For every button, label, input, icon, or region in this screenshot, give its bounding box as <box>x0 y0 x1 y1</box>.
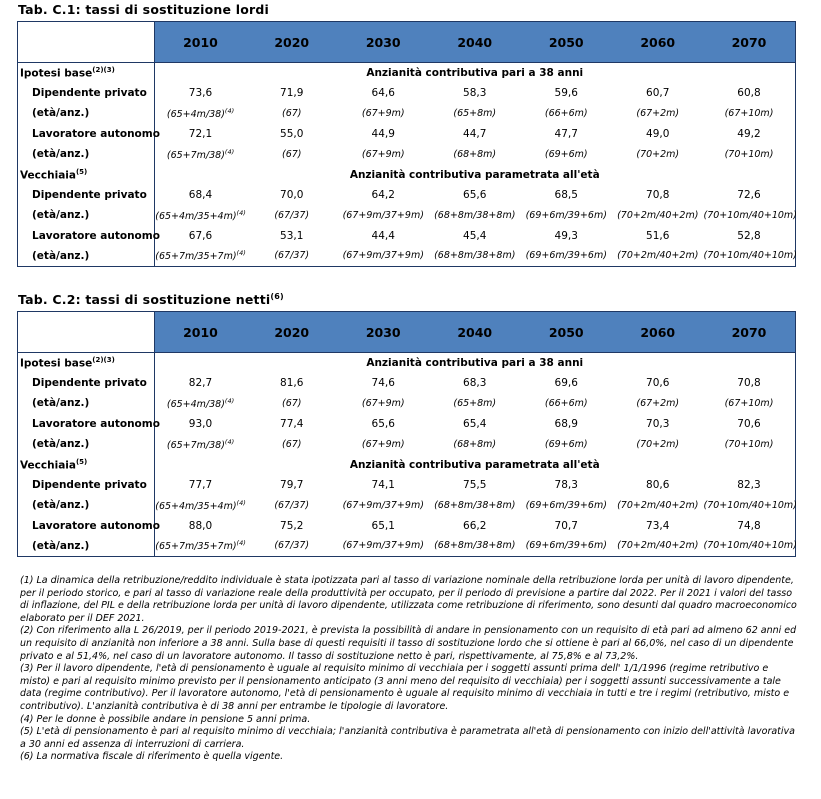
tab1-title <box>18 2 269 17</box>
age-cell-text: (70+10m/40+10m) <box>703 499 797 511</box>
tab1-title-text: Tab. C.1: tassi di sostituzione lordi <box>18 2 270 18</box>
age-cell <box>704 434 796 454</box>
age-cell-text: (65+7m/35+7m) <box>155 251 237 263</box>
value-cell: 70,8 <box>646 189 670 202</box>
header-empty-cell <box>18 312 155 353</box>
value-cell: 70,3 <box>646 417 670 430</box>
age-cell-text: (67/37) <box>274 540 310 552</box>
age-cell-text: (67/37) <box>274 250 310 262</box>
age-row-label: (età/anz.) <box>18 495 155 515</box>
value-cell: 55,0 <box>280 127 304 140</box>
age-row-label: (età/anz.) <box>18 536 155 556</box>
age-cell-text: (67+9m/37+9m) <box>342 250 424 262</box>
age-row <box>18 536 796 556</box>
value-cell: 77,7 <box>188 479 213 492</box>
value-cell: 58,3 <box>463 87 487 100</box>
value-cell: 75,5 <box>463 479 487 492</box>
age-cell-text: (65+4m/35+4m) <box>155 211 237 222</box>
value-cell: 75,2 <box>280 519 304 532</box>
age-cell <box>521 434 613 454</box>
value-cell: 44,9 <box>371 127 395 140</box>
value-cell: 74,1 <box>371 479 395 492</box>
age-cell-text: (65+4m/38) <box>166 399 225 411</box>
header-row <box>18 312 796 353</box>
footnote: (6) La normativa fiscale di riferimento è quella vigente. <box>20 751 284 763</box>
age-row-label: (età/anz.) <box>18 205 155 225</box>
group-subtitle: Anzianità contributiva parametrata all'età <box>349 458 600 471</box>
age-cell-text: (69+6m/39+6m) <box>525 540 607 552</box>
value-cell: 53,1 <box>280 229 304 242</box>
value-cell: 82,7 <box>188 377 213 390</box>
age-cell-sup: (4) <box>236 249 246 258</box>
group-subtitle: Anzianità contributiva pari a 38 anni <box>366 356 584 369</box>
year-header: 2010 <box>155 22 247 63</box>
value-cell: 49,0 <box>646 127 670 140</box>
value-cell: 67,6 <box>188 229 213 242</box>
age-cell-text: (69+6m/39+6m) <box>525 250 607 262</box>
value-row <box>18 414 796 434</box>
age-cell <box>246 495 338 515</box>
row-label: Dipendente privato <box>18 185 155 205</box>
row-label: Dipendente privato <box>18 373 155 393</box>
value-cell: 65,6 <box>463 189 487 202</box>
age-cell <box>704 495 796 515</box>
value-cell: 73,4 <box>646 519 670 532</box>
age-cell <box>704 205 796 225</box>
group-label-text: Vecchiaia <box>20 169 76 182</box>
age-cell-sup: (4) <box>224 437 235 446</box>
age-cell-text: (67+9m/37+9m) <box>342 499 424 511</box>
value-cell: 88,0 <box>188 519 213 532</box>
age-row <box>18 393 796 413</box>
age-cell <box>704 536 796 556</box>
age-cell-sup: (4) <box>236 539 246 548</box>
age-cell <box>612 536 704 556</box>
age-cell <box>155 246 247 266</box>
age-cell <box>521 246 613 266</box>
age-cell-text: (65+7m/38) <box>166 149 225 161</box>
age-cell-text: (70+2m) <box>636 438 680 450</box>
age-cell-text: (67+2m) <box>636 107 680 119</box>
value-cell: 49,3 <box>554 229 578 242</box>
age-cell <box>429 246 521 266</box>
age-cell-text: (70+10m/40+10m) <box>703 209 797 221</box>
age-cell-sup: (4) <box>236 498 246 507</box>
value-cell: 82,3 <box>737 479 761 492</box>
value-cell: 68,4 <box>188 189 213 202</box>
value-cell: 47,7 <box>554 127 578 140</box>
age-cell <box>429 144 521 164</box>
tab2-grid <box>17 311 796 557</box>
age-cell <box>521 103 613 123</box>
value-cell: 51,6 <box>646 229 670 242</box>
value-cell: 64,2 <box>371 189 395 202</box>
row-label: Lavoratore autonomo <box>18 124 155 144</box>
value-cell: 52,8 <box>737 229 761 242</box>
age-cell <box>521 536 613 556</box>
group-subtitle: Anzianità contributiva parametrata all'età <box>349 168 600 181</box>
row-label: Lavoratore autonomo <box>18 516 155 536</box>
value-cell: 77,4 <box>280 417 304 430</box>
age-cell <box>612 205 704 225</box>
age-cell <box>704 144 796 164</box>
footnote: (2) Con riferimento alla L 26/2019, per il periodo 2019-2021, è prevista la possibilità di andare in pensionamento con un requisito di età pari ad almeno 62 anni ed un requisito di anzianità non inferiore a 38 anni. Sulla base di questi requisiti il tasso di sostituzione lordo che si ottiene è pari al 66,0%, nel caso di un dipendente privato e al 51,4%, nel caso di un lavoratore autonomo. Il tasso di sostituzione netto è pari, rispettivamente, al 75,8% e al 73,2%. <box>20 625 797 662</box>
footnote: (4) Per le donne è possibile andare in pensione 5 anni prima. <box>20 713 311 725</box>
age-cell-text: (67) <box>281 397 302 409</box>
year-header: 2070 <box>704 22 796 63</box>
value-cell: 60,8 <box>737 87 761 100</box>
age-cell <box>155 144 247 164</box>
age-cell <box>246 205 338 225</box>
value-cell: 81,6 <box>280 377 304 390</box>
group-label-text: Vecchiaia <box>20 459 76 472</box>
footnote: (3) Per il lavoro dipendente, l'età di pensionamento è uguale al requisito minimo di vecchiaia per i soggetti assunti prima dell' 1/1/1996 (regime retributivo e misto) e pari al requisito minimo previsto per il pensionamento anticipato (3 anni meno del requisito di vecchiaia) per i soggetti assunti successivamente a tale data (regime contributivo). Per il lavoratore autonomo, l'età di pensionamento è uguale al requisito minimo di vecchiaia in tutti e tre i regimi (retributivo, misto e contributivo). L'anzianità contributiva è di 38 anni per entrambe le tipologie di lavoratore. <box>20 663 790 712</box>
group-label-text: Ipotesi base <box>20 67 93 80</box>
age-cell-text: (70+10m/40+10m) <box>703 540 797 552</box>
age-cell-text: (67) <box>281 438 302 450</box>
age-cell-text: (67) <box>281 107 302 119</box>
age-cell <box>155 103 247 123</box>
age-cell-text: (68+8m) <box>453 148 497 160</box>
header-empty-cell <box>18 22 155 63</box>
value-cell: 74,6 <box>371 377 395 390</box>
group-label <box>18 353 155 373</box>
group-label <box>18 454 155 474</box>
age-cell <box>521 393 613 413</box>
value-row <box>18 185 796 205</box>
age-cell <box>612 246 704 266</box>
age-cell <box>338 495 430 515</box>
age-cell-text: (67) <box>281 148 302 160</box>
row-label: Lavoratore autonomo <box>18 226 155 246</box>
age-cell-text: (69+6m) <box>544 148 588 160</box>
row-label: Lavoratore autonomo <box>18 414 155 434</box>
year-header: 2070 <box>704 312 796 353</box>
tab2-title-text: Tab. C.2: tassi di sostituzione netti <box>18 292 271 308</box>
year-header: 2010 <box>155 312 247 353</box>
group-label-sup: (5) <box>75 167 88 176</box>
value-cell: 69,6 <box>554 377 578 390</box>
value-cell: 65,4 <box>463 417 487 430</box>
age-cell <box>429 434 521 454</box>
age-cell <box>338 434 430 454</box>
age-cell <box>521 144 613 164</box>
year-header: 2050 <box>521 22 613 63</box>
tab2-title-sup: (6) <box>270 292 284 301</box>
group-label-sup: (2)(3) <box>92 66 115 75</box>
age-cell-text: (67+9m/37+9m) <box>342 209 424 221</box>
age-cell-text: (70+2m/40+2m) <box>617 209 699 221</box>
age-cell <box>338 393 430 413</box>
group-label-sup: (2)(3) <box>92 356 115 365</box>
value-cell: 78,3 <box>554 479 578 492</box>
age-cell-text: (68+8m/38+8m) <box>434 540 516 552</box>
year-header: 2030 <box>338 22 430 63</box>
age-row <box>18 103 796 123</box>
age-cell-text: (67+10m) <box>724 397 774 409</box>
age-cell <box>704 393 796 413</box>
age-cell-text: (67+9m) <box>361 148 405 160</box>
age-cell <box>155 205 247 225</box>
age-cell <box>612 144 704 164</box>
age-cell <box>155 536 247 556</box>
value-cell: 65,6 <box>371 417 395 430</box>
age-cell <box>338 205 430 225</box>
value-cell: 66,2 <box>463 519 487 532</box>
age-row-label: (età/anz.) <box>18 103 155 123</box>
value-cell: 59,6 <box>554 87 578 100</box>
age-cell-text: (65+8m) <box>453 107 497 119</box>
value-cell: 74,8 <box>737 519 761 532</box>
value-cell: 70,7 <box>554 519 578 532</box>
group-label-text: Ipotesi base <box>20 357 93 370</box>
age-cell-text: (70+10m) <box>724 148 774 160</box>
header-row <box>18 22 796 63</box>
age-cell <box>429 103 521 123</box>
group-row <box>18 353 796 373</box>
age-cell-text: (67+9m) <box>361 107 405 119</box>
year-header: 2030 <box>338 312 430 353</box>
age-cell-text: (65+4m/35+4m) <box>155 501 237 512</box>
value-row <box>18 226 796 246</box>
age-cell <box>246 144 338 164</box>
value-cell: 79,7 <box>280 479 304 492</box>
value-row <box>18 124 796 144</box>
value-row <box>18 516 796 536</box>
age-cell-text: (65+4m/38) <box>166 109 225 121</box>
age-cell-text: (69+6m/39+6m) <box>525 209 607 221</box>
value-cell: 93,0 <box>188 417 213 430</box>
age-cell <box>429 205 521 225</box>
age-row <box>18 144 796 164</box>
age-cell <box>521 495 613 515</box>
age-cell <box>521 205 613 225</box>
age-row <box>18 205 796 225</box>
age-cell-text: (70+2m) <box>636 148 680 160</box>
group-row <box>18 63 796 83</box>
age-cell-sup: (4) <box>224 106 235 115</box>
age-cell <box>246 246 338 266</box>
age-cell-sup: (4) <box>224 396 235 405</box>
age-cell-text: (69+6m/39+6m) <box>525 499 607 511</box>
value-row <box>18 475 796 495</box>
value-cell: 68,3 <box>463 377 487 390</box>
value-cell: 45,4 <box>463 229 487 242</box>
age-cell <box>155 393 247 413</box>
age-cell-text: (68+8m/38+8m) <box>434 250 516 262</box>
age-cell <box>246 103 338 123</box>
age-cell <box>429 495 521 515</box>
value-row <box>18 83 796 103</box>
tab2-title <box>18 292 284 307</box>
age-cell-text: (67+10m) <box>724 107 774 119</box>
age-cell-text: (66+6m) <box>544 397 588 409</box>
tab1-table <box>17 21 795 267</box>
age-cell <box>338 144 430 164</box>
age-cell-text: (65+8m) <box>453 397 497 409</box>
age-cell-text: (67+9m) <box>361 397 405 409</box>
age-cell <box>612 495 704 515</box>
value-cell: 80,6 <box>646 479 670 492</box>
year-header: 2020 <box>246 312 338 353</box>
age-row-label: (età/anz.) <box>18 144 155 164</box>
age-cell <box>429 536 521 556</box>
row-label: Dipendente privato <box>18 83 155 103</box>
age-cell <box>704 246 796 266</box>
footnotes <box>20 575 800 764</box>
age-cell <box>338 246 430 266</box>
age-cell-text: (67+9m) <box>361 438 405 450</box>
age-cell-text: (65+7m/35+7m) <box>155 541 237 553</box>
age-cell-sup: (4) <box>224 147 235 156</box>
age-cell-text: (69+6m) <box>544 438 588 450</box>
age-cell-text: (70+2m/40+2m) <box>617 540 699 552</box>
year-header: 2050 <box>521 312 613 353</box>
age-cell <box>246 434 338 454</box>
age-cell <box>612 434 704 454</box>
age-cell <box>429 393 521 413</box>
value-cell: 70,8 <box>737 377 761 390</box>
age-row <box>18 495 796 515</box>
value-cell: 44,4 <box>371 229 395 242</box>
value-cell: 71,9 <box>280 87 304 100</box>
value-cell: 68,9 <box>554 417 578 430</box>
value-cell: 70,6 <box>646 377 670 390</box>
value-cell: 72,6 <box>737 189 761 202</box>
value-cell: 70,6 <box>737 417 761 430</box>
tab2-table <box>17 311 795 557</box>
value-cell: 44,7 <box>463 127 487 140</box>
group-label <box>18 164 155 184</box>
year-header: 2020 <box>246 22 338 63</box>
value-cell: 60,7 <box>646 87 670 100</box>
year-header: 2060 <box>612 312 704 353</box>
year-header: 2040 <box>429 22 521 63</box>
age-row-label: (età/anz.) <box>18 434 155 454</box>
age-cell <box>338 103 430 123</box>
age-cell <box>246 536 338 556</box>
age-cell <box>155 495 247 515</box>
age-cell-text: (67/37) <box>274 209 310 221</box>
age-cell <box>246 393 338 413</box>
age-row-label: (età/anz.) <box>18 393 155 413</box>
age-cell-text: (68+8m/38+8m) <box>434 499 516 511</box>
group-row <box>18 164 796 184</box>
group-label <box>18 63 155 83</box>
group-row <box>18 454 796 474</box>
age-cell-text: (68+8m/38+8m) <box>434 209 516 221</box>
value-cell: 73,6 <box>188 87 213 100</box>
row-label: Dipendente privato <box>18 475 155 495</box>
age-cell-text: (65+7m/38) <box>166 439 225 451</box>
age-row-label: (età/anz.) <box>18 246 155 266</box>
age-cell-text: (68+8m) <box>453 438 497 450</box>
age-cell-text: (67+2m) <box>636 397 680 409</box>
value-cell: 64,6 <box>371 87 395 100</box>
age-cell-text: (66+6m) <box>544 107 588 119</box>
value-cell: 72,1 <box>188 127 213 140</box>
age-cell <box>612 103 704 123</box>
value-cell: 68,5 <box>554 189 578 202</box>
age-cell-text: (70+10m/40+10m) <box>703 250 797 262</box>
age-cell <box>338 536 430 556</box>
group-label-sup: (5) <box>75 457 88 466</box>
age-cell-text: (67/37) <box>274 499 310 511</box>
age-cell-sup: (4) <box>236 208 246 217</box>
value-cell: 49,2 <box>737 127 761 140</box>
value-cell: 65,1 <box>371 519 395 532</box>
age-cell <box>612 393 704 413</box>
age-cell-text: (70+2m/40+2m) <box>617 250 699 262</box>
group-subtitle: Anzianità contributiva pari a 38 anni <box>366 66 584 79</box>
age-row <box>18 434 796 454</box>
year-header: 2040 <box>429 312 521 353</box>
age-cell-text: (70+10m) <box>724 438 774 450</box>
footnote: (5) L'età di pensionamento è pari al requisito minimo di vecchiaia; l'anzianità contributiva è parametrata all'età di pensionamento con inizio dell'attività lavorativa a 30 anni ed assenza di interruzioni di carriera. <box>20 726 795 750</box>
age-cell <box>704 103 796 123</box>
age-cell <box>155 434 247 454</box>
age-cell-text: (70+2m/40+2m) <box>617 499 699 511</box>
value-cell: 70,0 <box>280 189 304 202</box>
year-header: 2060 <box>612 22 704 63</box>
age-cell-text: (67+9m/37+9m) <box>342 540 424 552</box>
age-row <box>18 246 796 266</box>
tab1-grid <box>17 21 796 267</box>
value-row <box>18 373 796 393</box>
footnote: (1) La dinamica della retribuzione/reddito individuale è stata ipotizzata pari al tasso di variazione nominale della retribuzione lorda per unità di lavoro dipendente, per il periodo storico, e pari al tasso di variazione reale della produttività per occupato, per il periodo di previsione a partire dal 2022. Per il 2021 i valori del tasso di inflazione, del PIL e della retribuzione lorda per unità di lavoro dipendente, utilizzata come retribuzione di riferimento, sono desunti dal quadro macroeconomico elaborato per il DEF 2021. <box>20 575 797 624</box>
